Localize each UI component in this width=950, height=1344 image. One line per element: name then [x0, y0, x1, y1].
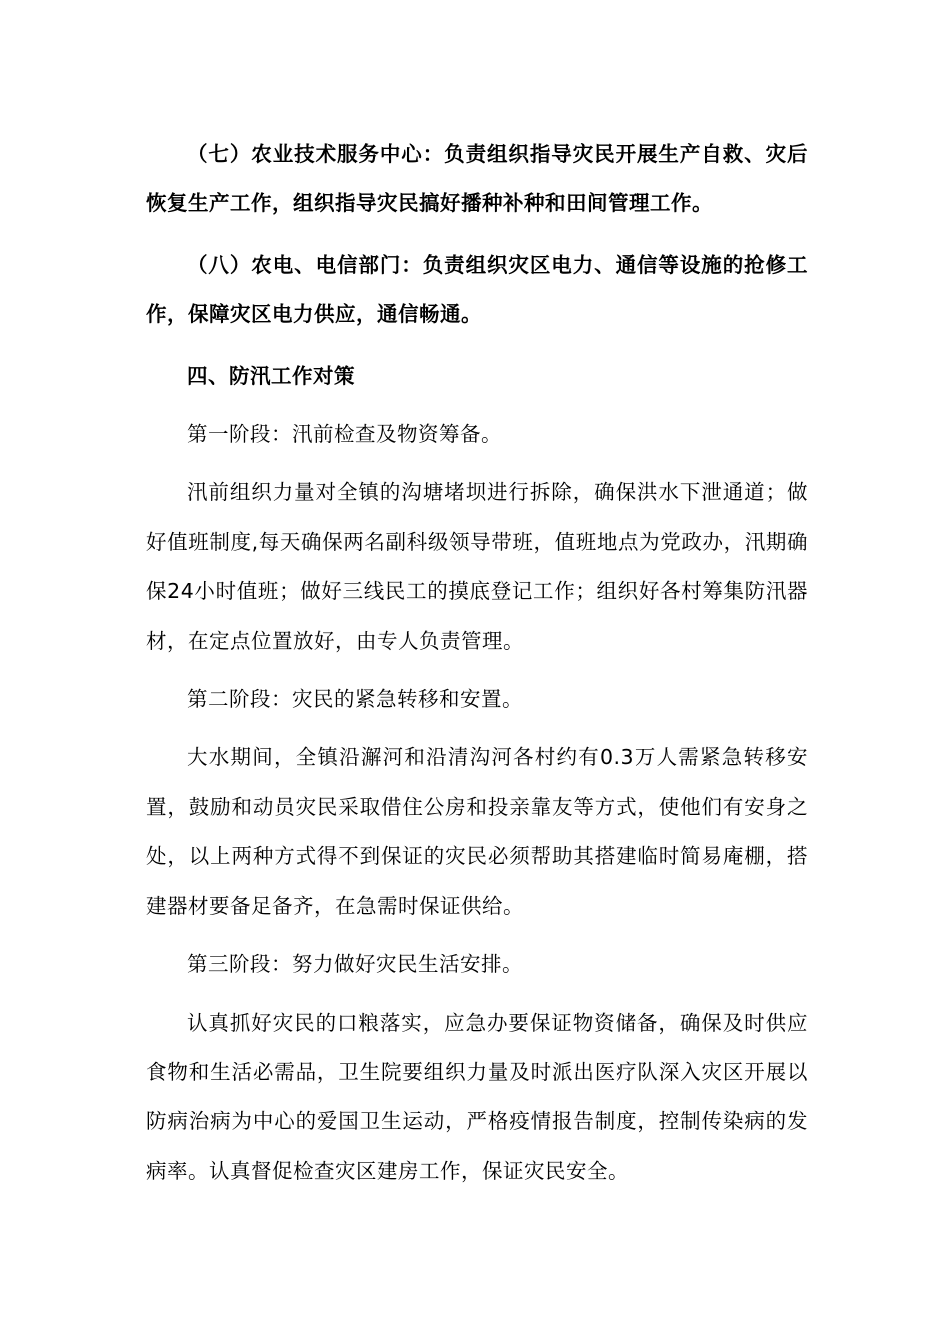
paragraph-agri-tech-center: （七）农业技术服务中心：负责组织指导灾民开展生产自救、灾后恢复生产工作，组织指导灾民搞好播种补种和田间管理工作。 [146, 142, 808, 216]
stage-three-body: 认真抓好灾民的口粮落实，应急办要保证物资储备，确保及时供应食物和生活必需品，卫生院要组织力量及时派出医疗队深入灾区开展以防病治病为中心的爱国卫生运动，严格疫情报告制度，控制传染病的发病率。认真督促检查灾区建房工作，保证灾民安全。 [146, 1010, 808, 1183]
stage-two-body: 大水期间，全镇沿澥河和沿清沟河各村约有0.3万人需紧急转移安置，鼓励和动员灾民采取借住公房和投亲靠友等方式，使他们有安身之处，以上两种方式得不到保证的灾民必须帮助其搭建临时简易庵棚，搭建器材要备足备齐，在急需时保证供给。 [146, 745, 808, 918]
paragraph-power-telecom: （八）农电、电信部门：负责组织灾区电力、通信等设施的抢修工作，保障灾区电力供应，通信畅通。 [146, 252, 808, 327]
stage-one-body: 汛前组织力量对全镇的沟塘堵坝进行拆除，确保洪水下泄通道；做好值班制度,每天确保两名副科级领导带班，值班地点为党政办，汛期确保24小时值班；做好三线民工的摸底登记工作；组织好各村筹集防汛器材，在定点位置放好，由专人负责管理。 [146, 480, 808, 653]
stage-two-heading: 第二阶段：灾民的紧急转移和安置。 [187, 687, 523, 712]
document-body [146, 130, 808, 1196]
section-heading-flood-measures: 四、防汛工作对策 [187, 363, 355, 388]
stage-one-heading: 第一阶段：汛前检查及物资筹备。 [187, 422, 502, 447]
stage-three-heading: 第三阶段：努力做好灾民生活安排。 [187, 952, 523, 977]
